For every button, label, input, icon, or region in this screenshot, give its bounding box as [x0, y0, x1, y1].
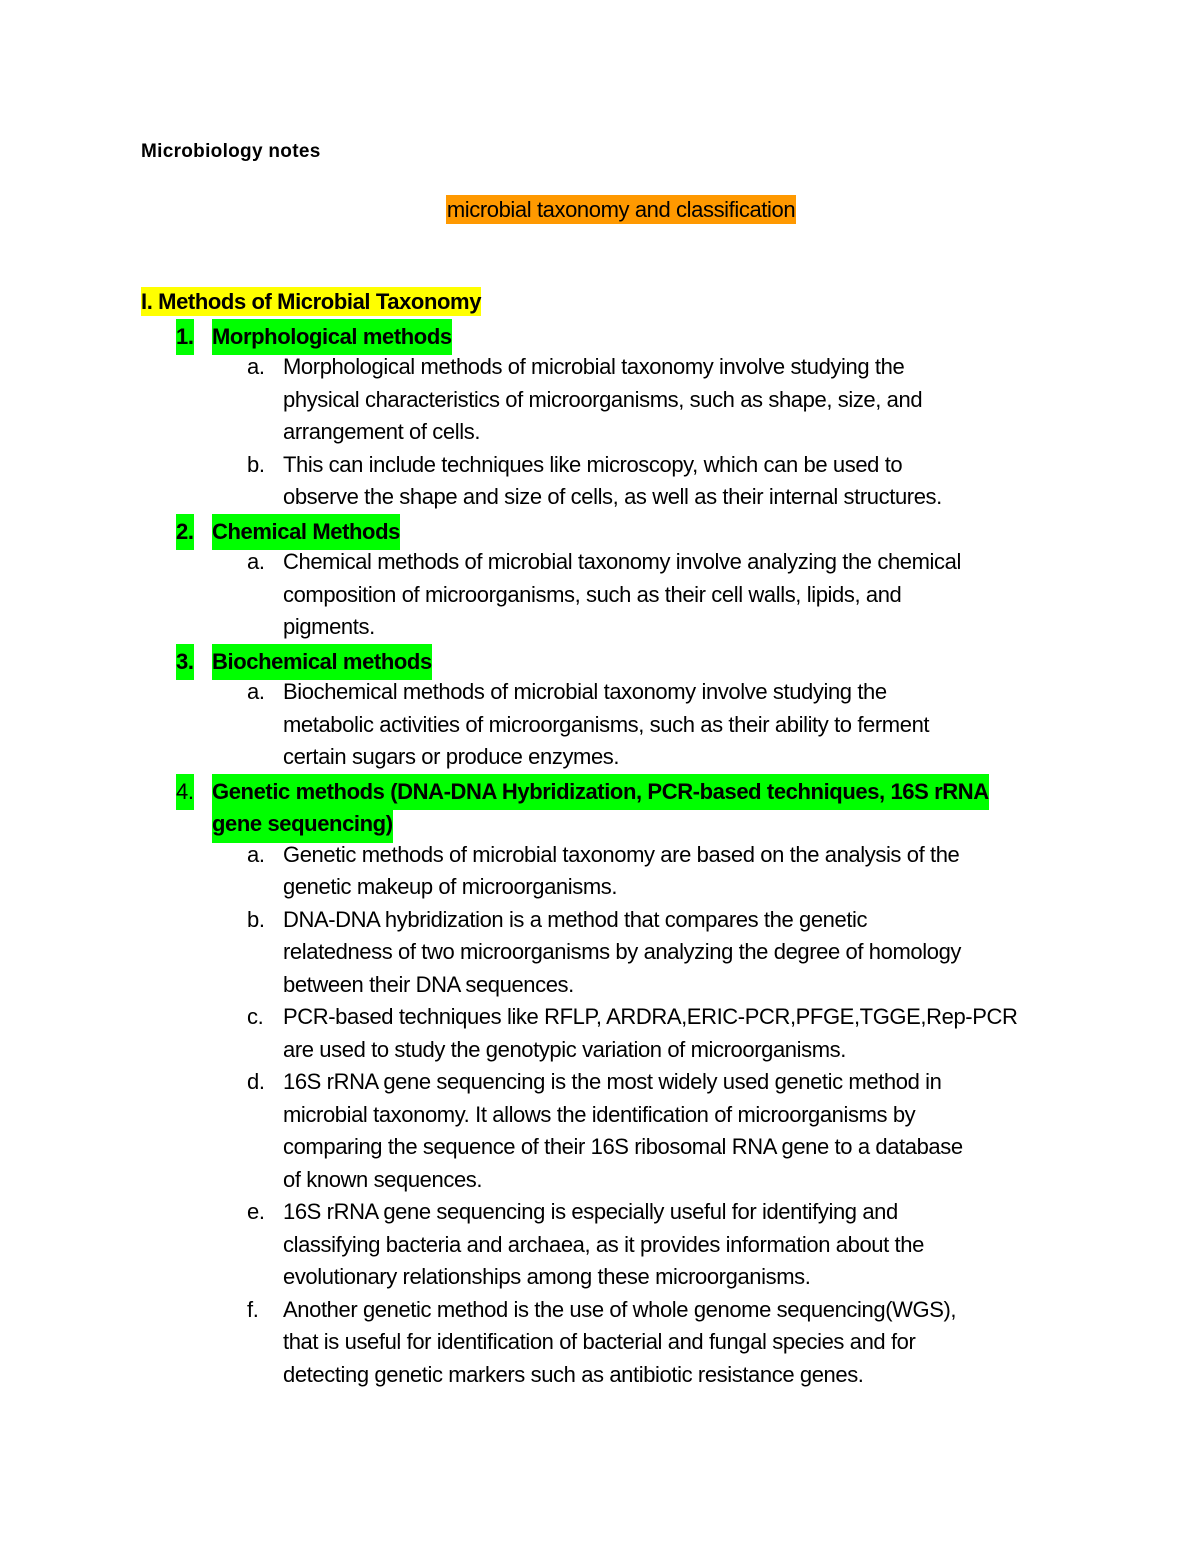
list-item-text: physical characteristics of microorganisms, such as shape, size, and [283, 386, 923, 412]
list-item-text: classifying bacteria and archaea, as it provides information about the [283, 1231, 924, 1257]
list-item-text: Morphological methods of microbial taxonomy involve studying the [283, 354, 905, 379]
list-item-text: detecting genetic markers such as antibiotic resistance genes. [283, 1361, 864, 1387]
list-item-letter: a. [247, 354, 265, 379]
list-item-line [141, 449, 903, 482]
list-item-text: are used to study the genotypic variation of microorganisms. [283, 1036, 846, 1062]
list-item-line [141, 1099, 916, 1132]
method-title-line [141, 644, 481, 677]
list-item-text: between their DNA sequences. [283, 971, 574, 997]
list-item-line [141, 969, 574, 1002]
method-title: Biochemical methods [212, 644, 432, 681]
list-item-text: Genetic methods of microbial taxonomy are based on the analysis of the [283, 841, 960, 867]
list-item-line [141, 546, 961, 579]
list-item-text: microbial taxonomy. It allows the identification of microorganisms by [283, 1101, 916, 1127]
list-item-line [141, 1164, 481, 1197]
method-number: 2. [176, 514, 194, 551]
list-item-line [141, 709, 930, 742]
section-heading-line [141, 286, 481, 319]
list-item-text: composition of microorganisms, such as their cell walls, lipids, and [283, 581, 902, 607]
list-item-line [141, 1294, 957, 1327]
list-item-line [141, 384, 923, 417]
subtitle-highlighted: microbial taxonomy and classification [446, 197, 796, 222]
list-item-letter: e. [247, 1199, 265, 1224]
list-item-line [141, 579, 902, 612]
document-body [141, 286, 1018, 1391]
list-item-line [141, 1261, 811, 1294]
list-item-line [141, 871, 618, 904]
list-item-text: pigments. [283, 614, 375, 639]
list-item-line [141, 1359, 864, 1392]
document-title: Microbiology notes [141, 141, 321, 162]
list-item-text: arrangement of cells. [283, 419, 481, 444]
method-title: gene sequencing) [212, 806, 393, 843]
list-item-text: 16S rRNA gene sequencing is especially useful for identifying and [283, 1199, 898, 1224]
list-item-line [141, 611, 481, 644]
list-item-line [141, 904, 868, 937]
method-title-line [141, 319, 481, 352]
list-item-line [141, 741, 620, 774]
method-title: Chemical Methods [212, 514, 400, 551]
list-item-line [141, 936, 962, 969]
list-item-line [141, 416, 481, 449]
list-item-letter: c. [247, 1004, 264, 1029]
method-title-line [141, 514, 481, 547]
list-item-text: Biochemical methods of microbial taxonomy involve studying the [283, 679, 887, 704]
list-item-letter: b. [247, 906, 265, 932]
list-item-line [141, 1034, 846, 1067]
list-item-text: comparing the sequence of their 16S ribosomal RNA gene to a database [283, 1134, 963, 1159]
list-item-text: 16S rRNA gene sequencing is the most widely used genetic method in [283, 1069, 942, 1094]
list-item-letter: f. [247, 1296, 259, 1322]
list-item-text: DNA-DNA hybridization is a method that compares the genetic [283, 906, 868, 932]
method-title-line [141, 774, 989, 807]
list-item-line [141, 1066, 942, 1099]
list-item-line [141, 481, 942, 514]
section-heading: I. Methods of Microbial Taxonomy [141, 289, 482, 314]
list-item-text: that is useful for identification of bacterial and fungal species and for [283, 1329, 916, 1354]
list-item-text: of known sequences. [283, 1166, 483, 1192]
list-item-line [141, 839, 960, 872]
list-item-line [141, 1001, 1018, 1034]
list-item-text: genetic makeup of microorganisms. [283, 874, 618, 899]
list-item-line [141, 1131, 963, 1164]
list-item-text: Chemical methods of microbial taxonomy involve analyzing the chemical [283, 549, 961, 574]
list-item-letter: a. [247, 841, 265, 867]
list-item-letter: a. [247, 549, 265, 574]
list-item-line [141, 1326, 916, 1359]
method-title: Genetic methods (DNA-DNA Hybridization, PCR-based techniques, 16S rRNA [212, 774, 989, 811]
list-item-line [141, 351, 905, 384]
subtitle-container [0, 197, 1200, 223]
list-item-text: certain sugars or produce enzymes. [283, 744, 620, 769]
list-item-text: PCR-based techniques like RFLP, ARDRA,ERIC-PCR,PFGE,TGGE,Rep-PCR [283, 1004, 1018, 1029]
method-number: 4. [176, 774, 194, 811]
list-item-line [141, 1196, 898, 1229]
list-item-text: evolutionary relationships among these microorganisms. [283, 1264, 811, 1289]
method-number: 3. [176, 644, 194, 681]
method-title: Morphological methods [212, 319, 452, 356]
list-item-text: This can include techniques like microscopy, which can be used to [283, 451, 903, 477]
list-item-letter: b. [247, 451, 265, 477]
list-item-line [141, 1229, 924, 1262]
list-item-text: observe the shape and size of cells, as well as their internal structures. [283, 484, 942, 509]
method-number: 1. [176, 319, 194, 356]
list-item-line [141, 676, 887, 709]
list-item-text: relatedness of two microorganisms by analyzing the degree of homology [283, 939, 962, 964]
list-item-letter: a. [247, 679, 265, 704]
list-item-letter: d. [247, 1069, 265, 1094]
method-title-line [141, 806, 481, 839]
list-item-text: Another genetic method is the use of whole genome sequencing(WGS), [283, 1296, 957, 1322]
list-item-text: metabolic activities of microorganisms, such as their ability to ferment [283, 711, 930, 737]
